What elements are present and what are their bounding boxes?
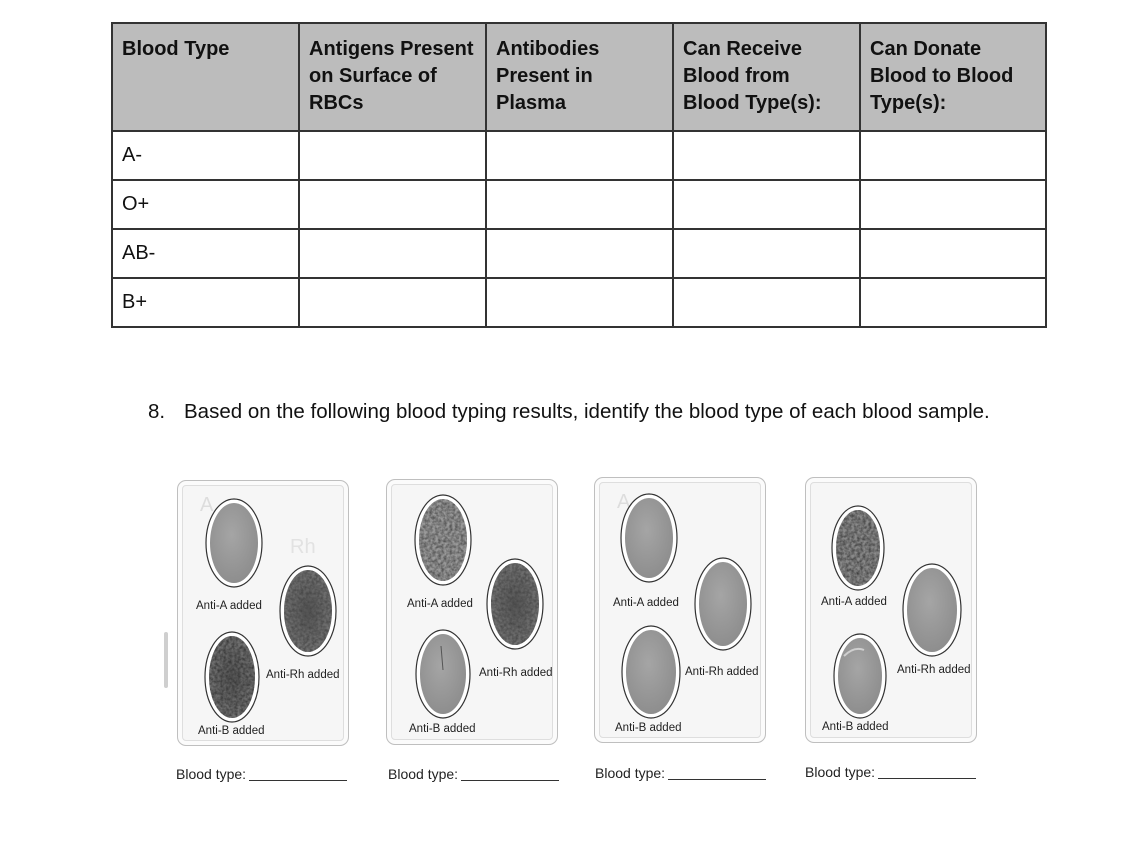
antibodies-cell[interactable] xyxy=(486,180,673,229)
header-blood-type: Blood Type xyxy=(112,23,299,131)
side-tab-marker xyxy=(164,632,168,688)
can-receive-cell[interactable] xyxy=(673,278,860,327)
antigens-cell[interactable] xyxy=(299,131,486,180)
can-donate-cell[interactable] xyxy=(860,131,1046,180)
anti-a-label: Anti-A added xyxy=(196,600,262,612)
svg-text:A: A xyxy=(200,494,214,516)
can-donate-cell[interactable] xyxy=(860,229,1046,278)
row-blood-type: AB- xyxy=(112,229,299,278)
svg-text:Rh: Rh xyxy=(290,536,316,558)
blood-type-answer-3[interactable] xyxy=(595,765,766,781)
slide-wells xyxy=(806,478,978,744)
blood-slide-1 xyxy=(177,480,349,746)
table-header-row xyxy=(112,23,1046,131)
header-antigens: Antigens Present on Surface of RBCs xyxy=(299,23,486,131)
blood-slide-4 xyxy=(805,477,977,743)
can-receive-cell[interactable] xyxy=(673,131,860,180)
anti-b-label: Anti-B added xyxy=(198,725,265,737)
table-row xyxy=(112,180,1046,229)
blood-type-table xyxy=(111,22,1047,328)
slide-wells xyxy=(387,480,559,746)
answer-line[interactable] xyxy=(249,780,347,781)
antigens-cell[interactable] xyxy=(299,229,486,278)
anti-rh-label: Anti-Rh added xyxy=(897,664,971,676)
header-can-receive: Can Receive Blood from Blood Type(s): xyxy=(673,23,860,131)
row-blood-type: A- xyxy=(112,131,299,180)
antibodies-cell[interactable] xyxy=(486,131,673,180)
anti-rh-label: Anti-Rh added xyxy=(479,667,553,679)
table-row xyxy=(112,278,1046,327)
blood-type-answer-1[interactable] xyxy=(176,766,347,782)
row-blood-type: O+ xyxy=(112,180,299,229)
antibodies-cell[interactable] xyxy=(486,278,673,327)
can-donate-cell[interactable] xyxy=(860,278,1046,327)
antigens-cell[interactable] xyxy=(299,278,486,327)
blood-type-label: Blood type: xyxy=(388,766,459,782)
anti-a-label: Anti-A added xyxy=(613,597,679,609)
header-antibodies: Antibodies Present in Plasma xyxy=(486,23,673,131)
antigens-cell[interactable] xyxy=(299,180,486,229)
anti-rh-label: Anti-Rh added xyxy=(685,666,759,678)
can-receive-cell[interactable] xyxy=(673,229,860,278)
anti-b-label: Anti-B added xyxy=(822,721,889,733)
anti-b-label: Anti-B added xyxy=(615,722,682,734)
blood-slide-3 xyxy=(594,477,766,743)
answer-line[interactable] xyxy=(878,778,976,779)
blood-type-label: Blood type: xyxy=(176,766,247,782)
anti-a-label: Anti-A added xyxy=(407,598,473,610)
slide-wells xyxy=(178,481,350,747)
answer-line[interactable] xyxy=(461,780,559,781)
anti-b-label: Anti-B added xyxy=(409,723,476,735)
can-receive-cell[interactable] xyxy=(673,180,860,229)
table-row xyxy=(112,229,1046,278)
table-row xyxy=(112,131,1046,180)
question-text: Based on the following blood typing results, identify the blood type of each blood sample. xyxy=(184,400,990,423)
blood-type-answer-4[interactable] xyxy=(805,764,976,780)
slide-wells xyxy=(595,478,767,744)
antibodies-cell[interactable] xyxy=(486,229,673,278)
blood-type-answer-2[interactable] xyxy=(388,766,559,782)
svg-text:A: A xyxy=(617,491,631,513)
blood-slide-2 xyxy=(386,479,558,745)
blood-type-label: Blood type: xyxy=(595,765,666,781)
can-donate-cell[interactable] xyxy=(860,180,1046,229)
answer-line[interactable] xyxy=(668,779,766,780)
anti-rh-label: Anti-Rh added xyxy=(266,669,340,681)
header-can-donate: Can Donate Blood to Blood Type(s): xyxy=(860,23,1046,131)
row-blood-type: B+ xyxy=(112,278,299,327)
blood-type-label: Blood type: xyxy=(805,764,876,780)
anti-a-label: Anti-A added xyxy=(821,596,887,608)
question-number: 8. xyxy=(148,400,166,423)
